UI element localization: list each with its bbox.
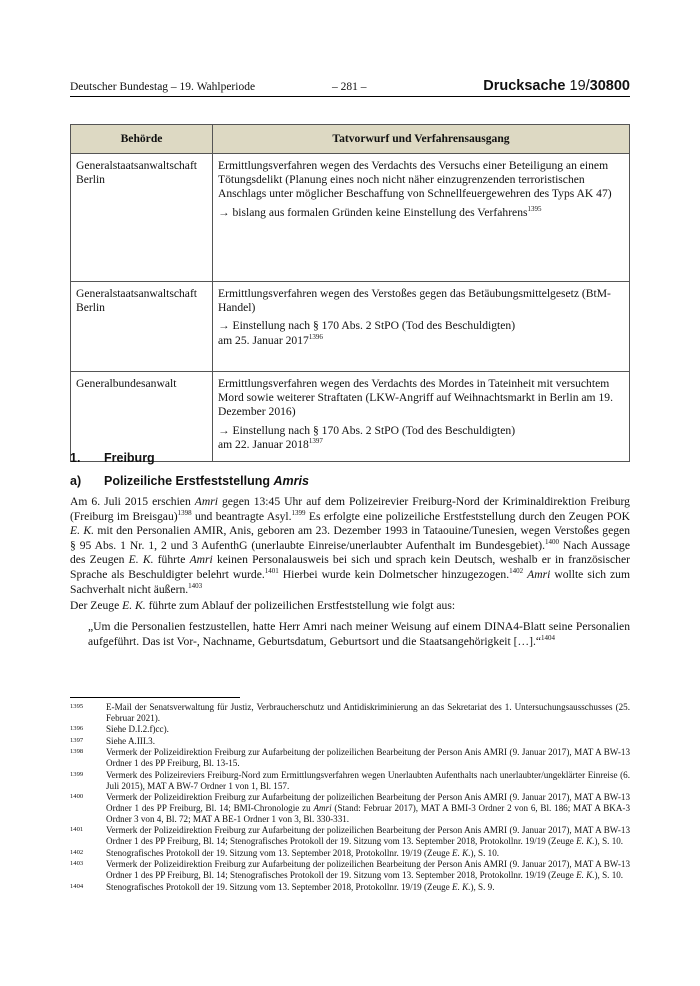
text-run: gegen 13:45 Uhr auf dem Polizeirevier Freiburg-Nord der Kriminaldirektion Freiburg (Freiburg im Breisgau) bbox=[70, 495, 630, 523]
text-run: führte bbox=[153, 553, 190, 567]
footnote-number: 1400 bbox=[70, 792, 84, 800]
text-run: Nach Aussage des Zeugen bbox=[70, 538, 630, 567]
footnote-number: 1398 bbox=[70, 748, 84, 756]
footnote-text: Siehe D.I.2.f)cc). bbox=[106, 724, 169, 735]
outcome-text bbox=[218, 319, 623, 347]
header-parliament: Deutscher Bundestag – 19. Wahlperiode bbox=[70, 81, 256, 93]
witness-italic: E. K. bbox=[122, 599, 146, 612]
footnote-number: 1395 bbox=[70, 703, 84, 710]
header-drucksache-label: Drucksache bbox=[483, 78, 566, 94]
footnote-text bbox=[106, 882, 630, 893]
footnote-text bbox=[106, 848, 630, 859]
table-row bbox=[71, 372, 630, 462]
outcome-text bbox=[218, 424, 623, 452]
text-run: Vermerk der Polizeidirektion Freiburg zur Aufarbeitung der polizeilichen Bearbeitung der Person Anis AMRI (9. Januar 2017), MAT A BW-13 Ordner 1 des PP Freiburg, Bl. 14; Stenografisches Protokoll der 19. Sitzung vom 13. September 2018, Protokollnr. 19/19 (Zeuge bbox=[106, 825, 630, 847]
outcome-date: am 25. Januar 2017 bbox=[218, 333, 309, 347]
witness-italic: E. K. bbox=[128, 553, 154, 567]
outcome-date: am 22. Januar 2018 bbox=[218, 437, 309, 451]
text-run: mit den Personalien AMIR, Anis, geboren am 23. Dezember 1993 in Tataouine/Tunesien, wegen Verstoßes gegen § 95 Abs. 1 Nr. 1, 2 und 3 AufenthG (unerlaubte Einreise/unerlaubter Aufenthalt im Bundesgebiet). bbox=[70, 524, 630, 552]
text-run: Am 6. Juli 2015 erschien bbox=[70, 495, 195, 508]
outcome-line: → Einstellung nach § 170 Abs. 2 StPO (Tod des Beschuldigten) bbox=[218, 319, 516, 333]
footnote-ref: 1401 bbox=[264, 567, 279, 576]
block-quote bbox=[88, 620, 630, 649]
footnote-ref: 1396 bbox=[308, 332, 323, 341]
column-header-authority: Behörde bbox=[71, 125, 213, 154]
footnote bbox=[70, 882, 630, 893]
footnote-text: E-Mail der Senatsverwaltung für Justiz, Verbraucherschutz und Antidiskriminierung an das Sekretariat des 1. Untersuchungsausschusses (25. Februar 2021). bbox=[106, 702, 630, 723]
subsection-title-italic: Amris bbox=[273, 474, 309, 488]
cell-authority: Generalstaatsanwaltschaft Berlin bbox=[71, 282, 213, 372]
text-run: Vermerk der Polizeidirektion Freiburg zur Aufarbeitung der polizeilichen Bearbeitung der Person Anis AMRI (9. Januar 2017), MAT A BW-13 Ordner 1 des PP Freiburg, Bl. 14; Stenografisches Protokoll der 19. Sitzung vom 13. September 2018, Protokollnr. 19/19 (Zeuge bbox=[106, 859, 630, 881]
footnote bbox=[70, 736, 630, 747]
footnote-text bbox=[106, 859, 630, 881]
name-italic: Amri bbox=[194, 495, 218, 508]
text-run: Es erfolgte eine polizeiliche Erstfeststellung durch den Zeugen POK bbox=[305, 509, 630, 523]
footnote-ref: 1404 bbox=[541, 633, 555, 642]
footnote-ref: 1400 bbox=[545, 537, 560, 546]
footnote-number: 1399 bbox=[70, 770, 84, 778]
text-run: ), S. 9. bbox=[470, 881, 495, 892]
outcome-text bbox=[218, 206, 623, 220]
header-rule bbox=[70, 96, 630, 97]
section-title: Freiburg bbox=[104, 451, 155, 465]
footnote-text: Vermerk des Polizeireviers Freiburg-Nord zum Ermittlungsverfahren wegen Unerlaubten Aufenthalts nach unerlaubter/ungeklärter Einreise (6. Juli 2015), MAT A BW-7 Ordner 1 von 1, Bl. 157. bbox=[106, 769, 630, 791]
column-header-charge: Tatvorwurf und Verfahrensausgang bbox=[213, 125, 630, 154]
text-run: Hierbei wurde kein Dolmetscher hinzugezogen. bbox=[278, 567, 510, 581]
text-run: keinen Personalausweis bei sich und sprach kein Deutsch, weshalb er in französischer Sprache als Beschuldigter belehrt wurde. bbox=[70, 553, 630, 581]
footnote-ref: 1402 bbox=[509, 567, 524, 576]
header-number-bold: 30800 bbox=[589, 78, 630, 94]
cell-authority: Generalstaatsanwaltschaft Berlin bbox=[71, 154, 213, 282]
text-run: Stenografisches Protokoll der 19. Sitzung vom 13. September 2018, Protokollnr. 19/19 (Zeuge bbox=[106, 881, 453, 892]
text-run: ), S. 10. bbox=[594, 870, 624, 881]
footnote-number: 1403 bbox=[70, 860, 84, 868]
cell-charge bbox=[213, 154, 630, 282]
subsection-number: a) bbox=[70, 474, 82, 488]
cell-authority: Generalbundesanwalt bbox=[71, 372, 213, 462]
footnote-ref: 1398 bbox=[177, 508, 192, 517]
page-header bbox=[70, 78, 630, 96]
footnote bbox=[70, 724, 630, 735]
text-run: (Stand: Februar 2017), MAT A BMI-3 Ordner 2 von 6, Bl. 186; MAT A BKA-3 Ordner 3 von 4, Bl. 72; MAT A BE-1 Ordner 1 von 3, Bl. 330-331. bbox=[106, 802, 630, 824]
charge-text: Ermittlungsverfahren wegen des Verdachts des Mordes in Tateinheit mit versuchtem Mord sowie weiterer Straftaten (LKW-Angriff auf Weihnachtsmarkt in Berlin am 19. Dezember 2016) bbox=[218, 377, 613, 419]
cell-charge bbox=[213, 372, 630, 462]
footnote-number: 1404 bbox=[70, 882, 84, 890]
section-heading bbox=[70, 451, 155, 465]
text-run: wollte sich zum Sachverhalt nicht äußern. bbox=[70, 567, 630, 596]
section-number: 1. bbox=[70, 451, 81, 465]
charge-text: Ermittlungsverfahren wegen des Verstoßes gegen das Betäubungsmittelgesetz (BtM-Handel) bbox=[218, 287, 611, 315]
header-document-number bbox=[483, 78, 630, 94]
table-row bbox=[71, 282, 630, 372]
name-italic: Amri bbox=[313, 802, 332, 813]
subsection-heading bbox=[70, 474, 309, 488]
footnote bbox=[70, 859, 630, 881]
footnote-number: 1396 bbox=[70, 725, 84, 733]
text-run: ), S. 10. bbox=[470, 847, 500, 858]
body-paragraph bbox=[70, 495, 630, 597]
cell-charge bbox=[213, 282, 630, 372]
footnote bbox=[70, 770, 630, 792]
subsection-title: Polizeiliche Erstfeststellung bbox=[104, 474, 274, 488]
outcome-line: → bislang aus formalen Gründen keine Einstellung des Verfahrens bbox=[218, 205, 528, 219]
footnote bbox=[70, 747, 630, 769]
footnote-number: 1401 bbox=[70, 826, 84, 834]
footnote-ref: 1403 bbox=[188, 581, 203, 590]
name-italic: Amri bbox=[527, 567, 551, 581]
footnotes bbox=[70, 702, 630, 893]
quote-text: „Um die Personalien festzustellen, hatte Herr Amri nach meiner Weisung auf einem DINA4-Blatt seine Personalien aufgeführt. Das ist Vor-, Nachname, Geburtsdatum, Geburtsort und die Staatsangehörigkeit […].“ bbox=[88, 620, 630, 648]
footnote-number: 1397 bbox=[70, 736, 84, 744]
footnote-text: Vermerk der Polizeidirektion Freiburg zur Aufarbeitung der polizeilichen Bearbeitung der Person Anis AMRI (9. Januar 2017), MAT A BW-13 Ordner 1 des PP Freiburg, Bl. 13-15. bbox=[106, 747, 630, 769]
text-run: Der Zeuge bbox=[70, 599, 123, 612]
witness-italic: E. K. bbox=[452, 847, 471, 858]
charge-text: Ermittlungsverfahren wegen des Verdachts des Versuchs einer Beteiligung an einem Tötungsdelikt (Planung eines noch nicht näher einzugrenzenden terroristischen Anschlags unter möglicher Beschaffung von Schnellfeuergewehren des Typs AK 47) bbox=[218, 159, 612, 201]
table-header-row bbox=[71, 125, 630, 154]
witness-italic: E. K. bbox=[452, 881, 471, 892]
header-number-prefix: 19/ bbox=[569, 78, 590, 94]
name-italic: Amri bbox=[189, 553, 213, 567]
witness-italic: E. K. bbox=[70, 524, 94, 538]
witness-italic: E. K. bbox=[576, 836, 595, 847]
footnote-ref: 1399 bbox=[291, 508, 306, 517]
text-run: Stenografisches Protokoll der 19. Sitzung vom 13. September 2018, Protokollnr. 19/19 (Zeuge bbox=[106, 847, 453, 858]
footnote bbox=[70, 702, 630, 724]
footnote-text bbox=[106, 792, 630, 825]
proceedings-table bbox=[70, 124, 630, 462]
table-row bbox=[71, 154, 630, 282]
footnote-ref: 1395 bbox=[527, 204, 542, 213]
header-page-number: – 281 – bbox=[332, 81, 367, 93]
body-paragraph bbox=[70, 599, 630, 614]
witness-italic: E. K. bbox=[576, 870, 595, 881]
footnote-number: 1402 bbox=[70, 848, 84, 856]
footnote bbox=[70, 825, 630, 847]
footnote bbox=[70, 792, 630, 825]
footnote-text: Siehe A.III.3. bbox=[106, 735, 155, 746]
text-run: und beantragte Asyl. bbox=[191, 509, 292, 523]
footnote-ref: 1397 bbox=[308, 436, 323, 445]
text-run: führte zum Ablauf der polizeilichen Erstfeststellung wie folgt aus: bbox=[145, 599, 456, 612]
text-run: ), S. 10. bbox=[594, 836, 624, 847]
footnote-rule bbox=[70, 697, 240, 698]
text-run: Vermerk der Polizeidirektion Freiburg zur Aufarbeitung der polizeilichen Bearbeitung der Person Anis AMRI (9. Januar 2017), MAT A BW-13 Ordner 1 des PP Freiburg, Bl. 14; BMI-Chronologie zu bbox=[106, 791, 630, 813]
footnote bbox=[70, 848, 630, 859]
footnote-text bbox=[106, 825, 630, 847]
outcome-line: → Einstellung nach § 170 Abs. 2 StPO (Tod des Beschuldigten) bbox=[218, 423, 516, 437]
